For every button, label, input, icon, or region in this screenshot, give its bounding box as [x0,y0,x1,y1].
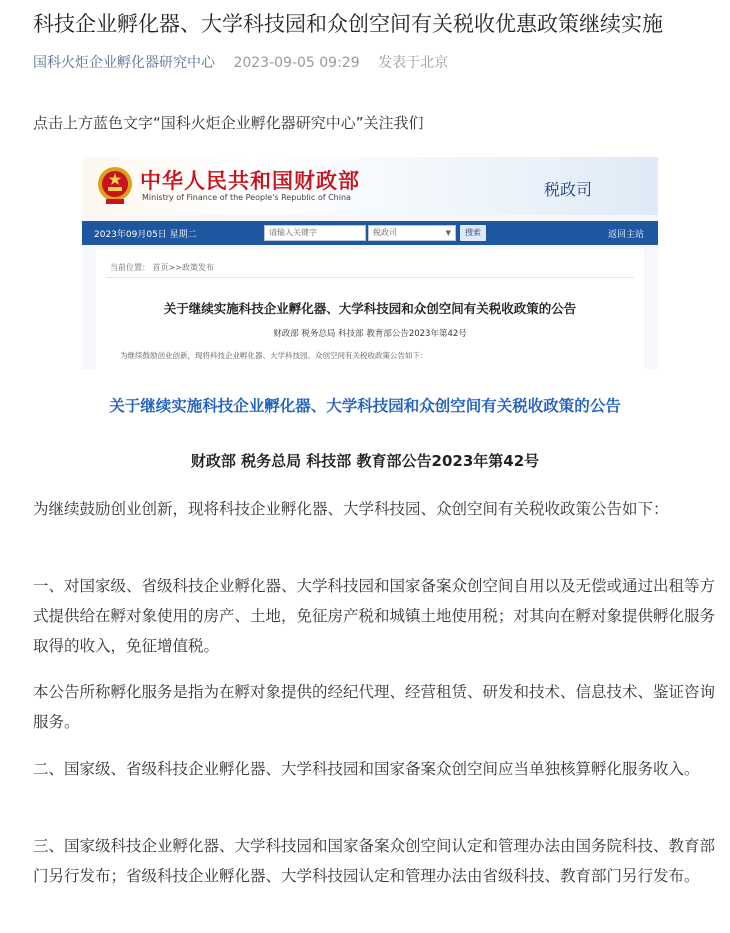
divider [106,277,634,278]
account-name-link[interactable]: 国科火炬企业孵化器研究中心 [33,55,215,71]
ministry-content [96,249,644,369]
ministry-notice-title: 关于继续实施科技企业孵化器、大学科技园和众创空间有关税收政策的公告 [163,301,577,316]
scope-select-value: 税政司 [373,228,397,237]
publish-location: 发表于北京 [378,55,449,71]
ministry-header [82,157,658,215]
ministry-page-screenshot[interactable] [82,157,658,369]
breadcrumb: 当前位置： 首页>>政策发布 [110,263,214,272]
ministry-notice-number: 财政部 税务总局 科技部 教育部公告2023年第42号 [273,329,467,339]
search-button[interactable]: 搜索 [460,225,486,241]
ministry-name-en: Ministry of Finance of the People's Republic of China [142,193,351,202]
paragraph-article-2: 二、国家级、省级科技企业孵化器、大学科技园和国家备案众创空间应当单独核算孵化服务收入。 [33,760,700,778]
paragraph-article-1: 一、对国家级、省级科技企业孵化器、大学科技园和国家备案众创空间自用以及无偿或通过出租等方式提供给在孵对象使用的房产、土地，免征房产税和城镇土地使用税；对其向在孵对象提供孵化服务取得的收入，免征增值税。 [33,577,716,655]
paragraph-article-3: 三、国家级科技企业孵化器、大学科技园和国家备案众创空间认定和管理办法由国务院科技、教育部门另行发布；省级科技企业孵化器、大学科技园认定和管理办法由省级科技、教育部门另行发布。 [33,837,716,885]
department-name: 税政司 [544,180,593,199]
article-title: 科技企业孵化器、大学科技园和众创空间有关税收优惠政策继续实施 [33,12,663,36]
paragraph-intro: 为继续鼓励创业创新，现将科技企业孵化器、大学科技园、众创空间有关税收政策公告如下： [33,500,669,518]
ministry-notice-intro: 为继续鼓励创业创新，现将科技企业孵化器、大学科技园、众创空间有关税收政策公告如下： [120,351,428,360]
national-emblem-icon [96,165,134,205]
publish-time: 2023-09-05 09:29 [233,55,360,71]
notice-heading: 关于继续实施科技企业孵化器、大学科技园和众创空间有关税收政策的公告 [109,397,621,415]
scope-select[interactable] [368,225,456,241]
search-input[interactable]: 请输入关键字 [264,225,366,241]
follow-prompt: 点击上方蓝色文字“国科火炬企业孵化器研究中心”关注我们 [33,114,424,132]
nav-date: 2023年09月05日 星期二 [94,230,197,240]
article-meta [33,52,462,74]
caret-down-icon: ▼ [445,229,451,237]
home-link[interactable]: 返回主站 [607,230,644,240]
ministry-nav-bar [82,221,658,245]
document-number: 财政部 税务总局 科技部 教育部公告2023年第42号 [190,452,540,470]
paragraph-definition: 本公告所称孵化服务是指为在孵对象提供的经纪代理、经营租赁、研发和技术、信息技术、鉴证咨询服务。 [33,683,716,731]
ministry-name-cn: 中华人民共和国财政部 [140,169,360,193]
